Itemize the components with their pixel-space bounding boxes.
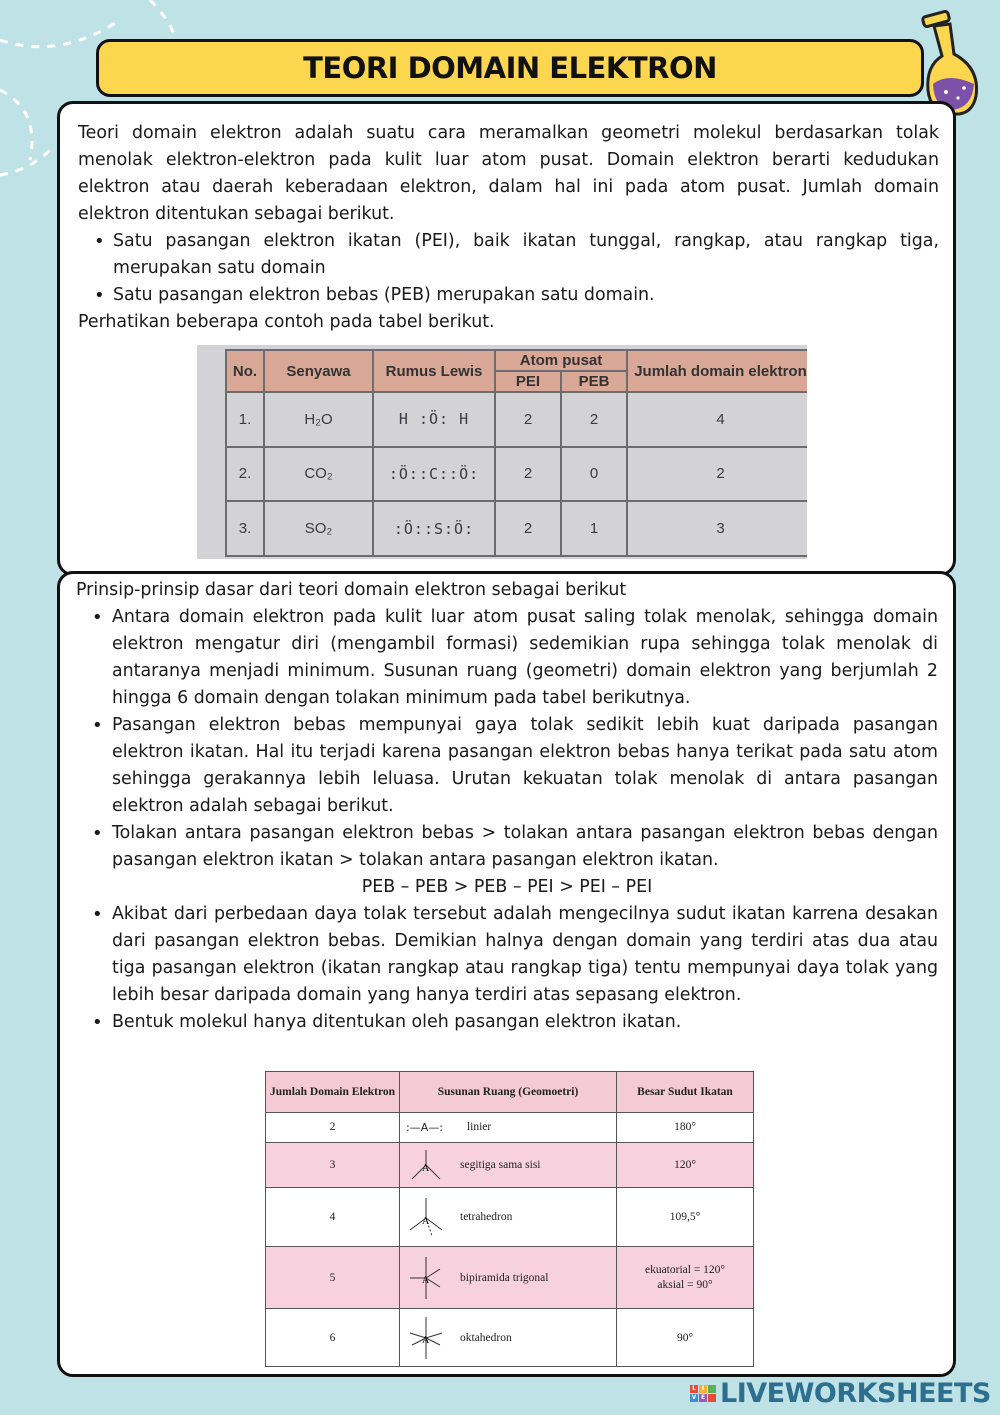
table-row <box>266 1113 754 1143</box>
atom-label: A <box>422 1163 430 1175</box>
cell-no: 1. <box>226 392 264 447</box>
cell-pei: 2 <box>495 501 561 556</box>
col-lewis: Rumus Lewis <box>373 350 495 392</box>
cell-sudut: 109,5° <box>617 1188 754 1247</box>
logo-letter: L <box>690 1385 698 1393</box>
intro-card <box>57 101 956 576</box>
cell-no: 3. <box>226 501 264 556</box>
table-row <box>226 501 807 556</box>
col-atom-pusat: Atom pusat <box>495 350 627 371</box>
cell-lewis: :Ö::S:Ö: <box>373 501 495 556</box>
cell-lewis: :Ö::C::Ö: <box>373 447 495 502</box>
cell-no: 2. <box>226 447 264 502</box>
cell-jumlah: 3 <box>266 1142 400 1187</box>
table-row <box>266 1142 754 1187</box>
list-item: • Bentuk molekul hanya ditentukan oleh pasangan elektron ikatan. <box>76 1009 938 1036</box>
col-jumlah-domain: Jumlah Domain Elektron <box>266 1072 400 1113</box>
table-row <box>226 392 807 447</box>
cell-pei: 2 <box>495 447 561 502</box>
geometry-table <box>265 1071 754 1367</box>
col-susunan-ruang: Susunan Ruang (Geomoetri) <box>400 1072 617 1113</box>
cell-sudut-aksial: aksial = 90° <box>657 1278 713 1291</box>
cell-jumlah: 6 <box>266 1309 400 1367</box>
example-table <box>225 349 807 557</box>
cell-senyawa: CO₂ <box>264 447 373 502</box>
col-senyawa: Senyawa <box>264 350 373 392</box>
cell-pei: 2 <box>495 392 561 447</box>
cell-senyawa: SO₂ <box>264 501 373 556</box>
logo-icon <box>690 1385 716 1402</box>
cell-lewis: H :Ö: H <box>373 392 495 447</box>
atom-label: A <box>422 1216 430 1228</box>
cell-sudut: ekuatorial = 120° <box>644 1263 726 1276</box>
table-row <box>226 447 807 502</box>
repulsion-order: PEB – PEB > PEB – PEI > PEI – PEI <box>361 877 653 897</box>
linear-symbol: :—A—: <box>406 1120 443 1134</box>
logo-letter: I <box>699 1385 707 1393</box>
title-banner <box>96 39 924 97</box>
logo-letter: V <box>691 1394 697 1401</box>
cell-peb: 2 <box>561 392 627 447</box>
principles-card <box>57 571 956 1377</box>
cell-jumlah: 5 <box>266 1247 400 1309</box>
table-row <box>266 1309 754 1367</box>
atom-label: A <box>422 1274 430 1286</box>
cell-jumlah: 3 <box>627 501 807 556</box>
trigonal-bipyramidal-icon <box>406 1253 446 1303</box>
list-item: • Pasangan elektron bebas mempunyai gaya tolak sedikit lebih kuat daripada pasangan elektron ikatan. Hal itu terjadi karena pasangan elektron bebas hanya terikat pada satu atom sehingga gerakannya lebih leluasa. Urutan kekuatan tolak menolak di antara pasangan elektron adalah sebagai berikut. <box>76 712 938 820</box>
octahedral-icon <box>406 1313 446 1363</box>
cell-peb: 0 <box>561 447 627 502</box>
table-intro: Perhatikan beberapa contoh pada tabel berikut. <box>78 312 495 332</box>
example-table-photo <box>197 345 807 559</box>
principles-intro: Prinsip-prinsip dasar dari teori domain elektron sebagai berikut <box>76 580 627 600</box>
table-row <box>266 1247 754 1309</box>
atom-label: A <box>422 1334 430 1346</box>
cell-geometri: bipiramida trigonal <box>460 1271 549 1284</box>
tetrahedral-icon <box>406 1194 446 1240</box>
intro-paragraph: Teori domain elektron adalah suatu cara meramalkan geometri molekul berdasarkan tolak menolak elektron-elektron pada kulit luar atom pusat. Domain elektron berarti kedudukan elektron atau daerah keberadaan elektron, dalam hal ini pada atom pusat. Jumlah domain elektron ditentukan sebagai berikut. <box>78 123 939 224</box>
cell-sudut: 120° <box>617 1142 754 1187</box>
list-item: • Akibat dari perbedaan daya tolak tersebut adalah mengecilnya sudut ikatan karrena desakan dari pasangan elektron bebas. Demikian halnya dengan domain yang terdiri atas dua atau tiga pasangan elektron (ikatan rangkap atau rangkap tiga) tentu mempunyai daya tolak yang lebih besar daripada domain yang hanya terdiri atas sepasang elektron. <box>76 901 938 1009</box>
liveworksheets-logo[interactable] <box>690 1378 991 1409</box>
col-sudut: Besar Sudut Ikatan <box>617 1072 754 1113</box>
principles-list-2 <box>76 901 938 1036</box>
cell-geometri: segitiga sama sisi <box>460 1159 541 1172</box>
cell-jumlah: 4 <box>627 392 807 447</box>
col-pei: PEI <box>495 371 561 392</box>
cell-jumlah: 2 <box>266 1113 400 1143</box>
cell-jumlah: 2 <box>627 447 807 502</box>
col-jumlah: Jumlah domain elektron <box>627 350 807 392</box>
page-title: TEORI DOMAIN ELEKTRON <box>303 51 717 85</box>
col-peb: PEB <box>561 371 627 392</box>
principles-list <box>76 604 938 874</box>
trigonal-planar-icon <box>406 1147 446 1183</box>
cell-peb: 1 <box>561 501 627 556</box>
cell-jumlah: 4 <box>266 1188 400 1247</box>
cell-sudut: 180° <box>617 1113 754 1143</box>
cell-sudut: 90° <box>617 1309 754 1367</box>
cell-geometri: oktahedron <box>460 1331 512 1344</box>
list-item: • Antara domain elektron pada kulit luar atom pusat saling tolak menolak, sehingga domain elektron mengatur diri (mengambil formasi) sedemikian rupa sehingga tolak menolak di antaranya menjadi minimum. Susunan ruang (geometri) domain elektron yang berjumlah 2 hingga 6 domain dengan tolakan minimum pada tabel berikutnya. <box>76 604 938 712</box>
domain-count-list <box>78 228 939 309</box>
col-no: No. <box>226 350 264 392</box>
list-item: • Satu pasangan elektron ikatan (PEI), baik ikatan tunggal, rangkap, atau rangkap tiga, merupakan satu domain <box>78 228 939 282</box>
cell-geometri: linier <box>466 1121 492 1134</box>
logo-letter: E <box>700 1394 706 1401</box>
list-item: • Tolakan antara pasangan elektron bebas > tolakan antara pasangan elektron bebas dengan pasangan elektron ikatan > tolakan antara pasangan elektron ikatan. <box>76 820 938 874</box>
table-row <box>266 1188 754 1247</box>
list-item: • Satu pasangan elektron bebas (PEB) merupakan satu domain. <box>78 282 939 309</box>
cell-geometri: tetrahedron <box>460 1211 513 1224</box>
cell-senyawa: H₂O <box>264 392 373 447</box>
brand-name: LIVEWORKSHEETS <box>720 1378 991 1409</box>
